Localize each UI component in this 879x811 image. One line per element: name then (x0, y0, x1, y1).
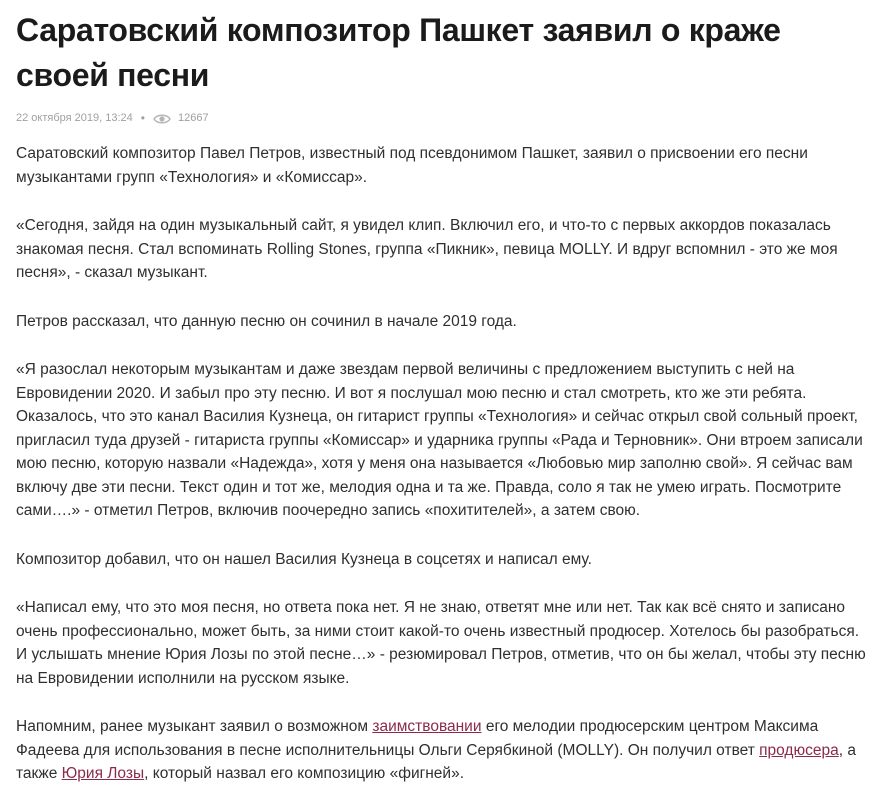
meta-separator: • (140, 111, 145, 125)
yuri-loza-link[interactable]: Юрия Лозы (61, 765, 145, 782)
article-body (16, 142, 866, 786)
paragraph: Петров рассказал, что данную песню он сочинил в начале 2019 года. (16, 312, 517, 330)
paragraph-text: Напомним, ранее музыкант заявил о возможном (16, 718, 373, 735)
eye-icon (153, 113, 171, 125)
article-meta (16, 109, 866, 127)
article-title: Саратовский композитор Пашкет заявил о краже своей песни (16, 12, 781, 93)
borrowing-link[interactable]: заимствовании (372, 718, 482, 735)
views-count: 12667 (177, 112, 209, 124)
paragraph-with-links (16, 715, 866, 786)
paragraph: «Я разослал некоторым музыкантам и даже звездам первой величины с предложением выступить с ней на Евровидении 2020. И забыл про эту песню. И вот я послушал мою песню и стал смотреть, кто же эти ребята. Оказалось, что это канал Василия Кузнеца, он гитарист группы «Технология» и сейчас открыл свой сольный проект, пригласил туда друзей - гитариста группы «Комиссар» и ударника группы «Рада и Терновник». Они втроем записали мою песню, которую назвали «Надежда», хотя у меня она называется «Любовью мир заполню свой». Я сейчас вам включу две эти песни. Текст один и тот же, мелодия одна и та же. Правда, соло я так не умею играть. Посмотрите сами….» - отметил Петров, включив поочередно запись «похитителей», а затем свою. (16, 361, 863, 519)
paragraph: «Написал ему, что это моя песня, но ответа пока нет. Я не знаю, ответят мне или нет. Так как всё снято и записано очень профессионально, может быть, за ними стоит какой-то очень известный продюсер. Хотелось бы разобраться. И услышать мнение Юрия Лозы по этой песне…» - резюмировал Петров, отметив, что он бы желал, чтобы эту песню на Евровидении исполнили на русском языке. (16, 599, 866, 687)
paragraph: Саратовский композитор Павел Петров, известный под псевдонимом Пашкет, заявил о присвоении его песни музыкантами групп «Технология» и «Комиссар». (16, 145, 808, 186)
paragraph: «Сегодня, зайдя на один музыкальный сайт, я увидел клип. Включил его, и что-то с первых аккордов показалась знакомая песня. Стал вспоминать Rolling Stones, группа «Пикник», певица MOLLY. И вдруг вспомнил - это же моя песня», - сказал музыкант. (16, 217, 838, 281)
paragraph-text: , а также (16, 741, 856, 782)
article (16, 0, 866, 811)
paragraph: Композитор добавил, что он нашел Василия Кузнеца в соцсетях и написал ему. (16, 550, 592, 568)
producer-link[interactable]: продюсера (759, 741, 839, 759)
publish-date: 22 октября 2019, 13:24 (16, 112, 133, 124)
paragraph-text: , который назвал его композицию «фигней». (144, 765, 465, 782)
paragraph-text: его мелодии продюсерским центром Максима Фадеева для использования в песне исполнительницы Ольги Серябкиной (MOLLY). Он получил ответ (16, 718, 819, 759)
